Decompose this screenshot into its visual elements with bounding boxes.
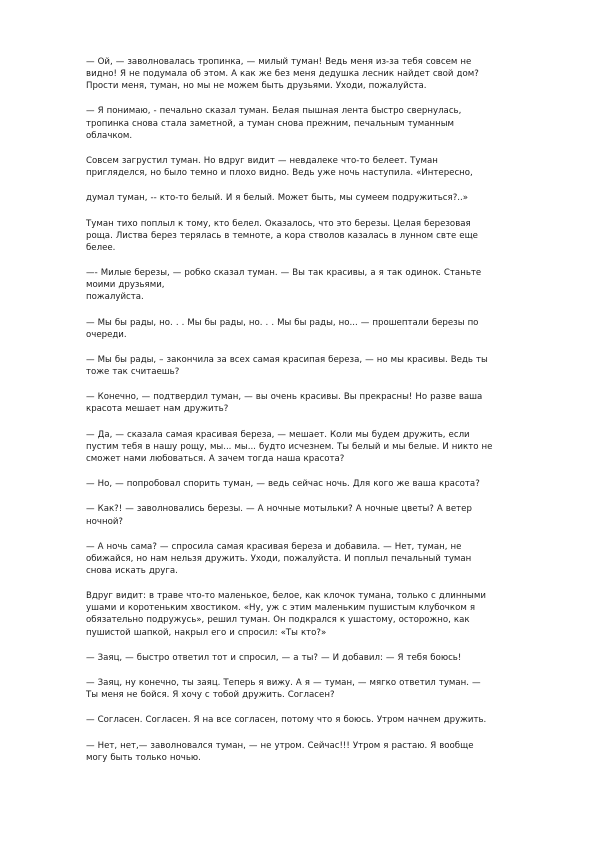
text-line: — Согласен. Согласен. Я на все согласен, потому что я боюсь. Утром начнем дружить. — [86, 715, 487, 726]
paragraph — [86, 56, 551, 92]
text-line: ушами и коротеньким хвостиком. «Ну, уж с этим маленьким пушистым клубочком я — [86, 603, 476, 614]
text-line: —- Милые березы, — робко сказал туман. — Вы так красивы, а я так одинок. Станьте — [86, 268, 482, 279]
paragraph — [86, 714, 551, 726]
text-line: роща. Листва берез терялась в темноте, а кора стволов казалась в лунном свте еще — [86, 230, 478, 241]
text-line: тоже так считаешь? — [86, 367, 180, 377]
paragraph — [86, 541, 551, 577]
text-line: пригляделся, но было темно и плохо видно. Ведь уже ночь наступила. «Интересно, — [86, 168, 473, 179]
paragraph — [86, 478, 551, 490]
text-line: красота мешает нам дружить? — [86, 404, 229, 415]
paragraph — [86, 105, 551, 141]
text-line: — Как?! — заволновались березы. — А ночные мотыльки? А ночные цветы? А ветер — [86, 504, 472, 515]
paragraph — [86, 677, 551, 701]
text-line: снова искать друга. — [86, 565, 178, 576]
text-line: ночной? — [86, 516, 123, 527]
text-line: Совсем загрустил туман. Но вдруг видит — невдалеке что-то белеет. Туман — [86, 155, 438, 166]
text-line: — Я понимаю, - печально сказал туман. Белая пышная лента быстро свернулась, — [86, 106, 462, 117]
text-line: — Мы бы рады, – закончила за всех самая красипая береза, — но мы красивы. Ведь ты — [86, 354, 488, 365]
text-line: сможет нами любоваться. А зачем тогда наша красота? — [86, 453, 345, 464]
paragraph — [86, 317, 551, 341]
text-line: пожалуйста. — [86, 292, 144, 303]
text-line: — Нет, нет,— заволновался туман, — не утром. Сейчас!!! Утром я растаю. Я вообще — [86, 740, 474, 751]
paragraph — [86, 267, 551, 303]
paragraph — [86, 155, 551, 179]
text-line: — Мы бы рады, но. . . Мы бы рады, но. . . Мы бы рады, но... — прошептали березы по — [86, 317, 479, 328]
text-line: пустим тебя в нашу рощу, мы... мы... будто исчезнем. Ты белый и мы белые. И никто не — [86, 441, 493, 452]
text-line: — Но, — попробовал спорить туман, — ведь сейчас ночь. Для кого же ваша красота? — [86, 479, 480, 490]
text-line: моими друзьями, — [86, 280, 165, 291]
text-line: очереди. — [86, 329, 127, 340]
text-line: обязательно подружусь», решил туман. Он подкрался к ушастому, осторожно, как — [86, 615, 470, 626]
text-line: видно! Я не подумала об этом. А как же без меня дедушка лесник найдет свой дом? — [86, 69, 479, 80]
text-line: обижайся, но нам нельзя дружить. Уходи, пожалуйста. И поплыл печальный туман — [86, 553, 472, 564]
text-line: тропинка снова стала заметной, а туман снова прежним, печальным туманным — [86, 118, 454, 129]
text-line: — Заяц, ну конечно, ты заяц. Теперь я вижу. А я — туман, — мягко ответил туман. — — [86, 678, 481, 689]
text-line: Туман тихо поплыл к тому, кто белел. Оказалось, что это березы. Целая березовая — [86, 218, 471, 229]
paragraph — [86, 391, 551, 415]
text-line: — Конечно, — подтвердил туман, — вы очень красивы. Вы прекрасны! Но разве ваша — [86, 392, 483, 403]
text-line: — Заяц, — быстро ответил тот и спросил, — а ты? — И добавил: — Я тебя боюсь! — [86, 652, 462, 663]
text-line: думал туман, -- кто-то белый. И я белый. Может быть, мы сумеем подружиться?..» — [86, 193, 468, 204]
document-page — [86, 56, 551, 777]
paragraph — [86, 590, 551, 638]
text-line: Прости меня, туман, но мы не можем быть друзьями. Уходи, пожалуйста. — [86, 81, 427, 92]
text-line: пушистой шапкой, накрыл его и спросил: «Ты кто?» — [86, 627, 327, 638]
text-line: облачком. — [86, 130, 133, 141]
paragraph — [86, 740, 551, 764]
paragraph — [86, 503, 551, 527]
text-line: — А ночь сама? — спросила самая красивая береза и добавила. — Нет, туман, не — [86, 541, 462, 552]
text-line: — Ой, — заволновалась тропинка, — милый туман! Ведь меня из-за тебя совсем не — [86, 57, 472, 67]
text-line: белее. — [86, 242, 116, 253]
paragraph — [86, 354, 551, 378]
paragraph — [86, 429, 551, 465]
paragraph — [86, 218, 551, 254]
text-line: — Да, — сказала самая красивая береза, — мешает. Коли мы будем дружить, если — [86, 429, 470, 440]
paragraph — [86, 192, 551, 204]
text-line: Ты меня не бойся. Я хочу с тобой дружить. Согласен? — [86, 690, 335, 701]
text-line: Вдруг видит: в траве что-то маленькое, белое, как клочок тумана, только с длинными — [86, 591, 486, 602]
text-line: могу быть только ночью. — [86, 752, 201, 763]
paragraph — [86, 652, 551, 664]
